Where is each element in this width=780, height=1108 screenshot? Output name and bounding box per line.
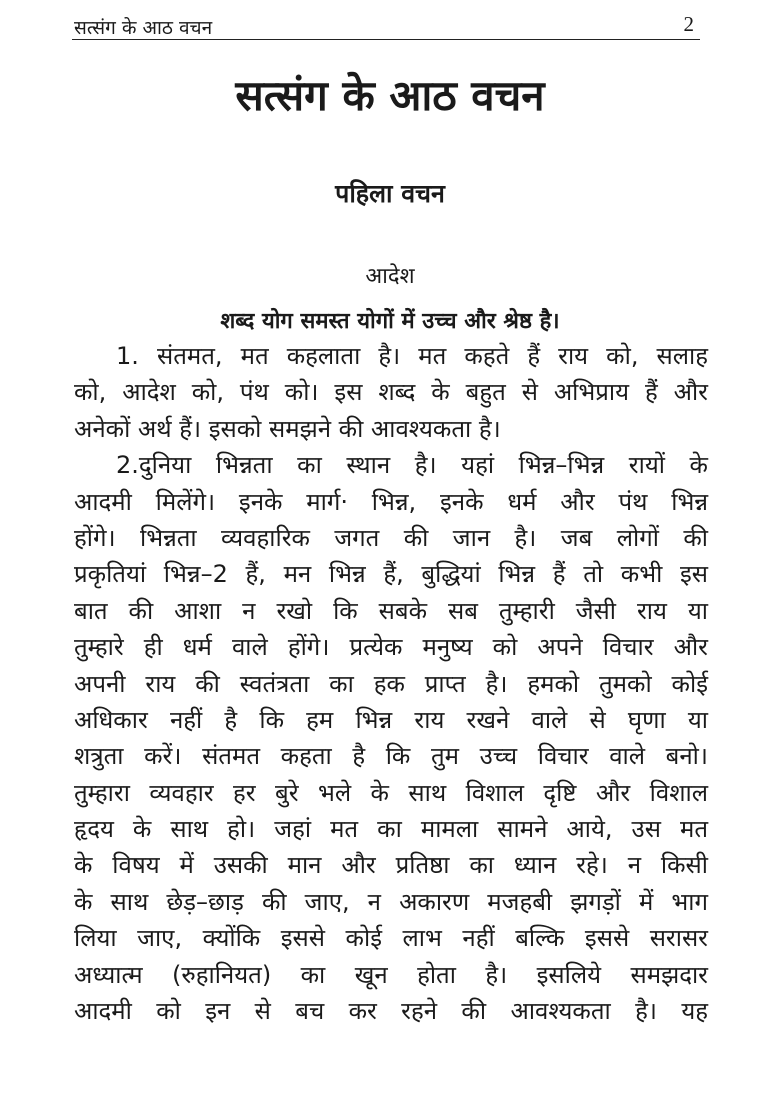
- text-line: अधिकार नहीं है कि हम भिन्न राय रखने वाले से घृणा या: [74, 705, 708, 734]
- text-line: के साथ छेड़–छाड़ की जाए, न अकारण मजहबी झगड़ों में भाग: [74, 887, 708, 916]
- text-line: हृदय के साथ हो। जहां मत का मामला सामने आये, उस मत: [74, 815, 708, 844]
- text-line: 2.दुनिया भिन्नता का स्थान है। यहां भिन्न–भिन्न रायों के: [116, 451, 708, 480]
- text-line: आदमी को इन से बच कर रहने की आवश्यकता है। यह: [74, 997, 708, 1026]
- chapter-heading: पहिला वचन: [335, 179, 445, 208]
- text-line: को, आदेश को, पंथ को। इस शब्द के बहुत से अभिप्राय हैं और: [74, 378, 708, 407]
- text-line: लिया जाए, क्योंकि इससे कोई लाभ नहीं बल्कि इससे सरासर: [74, 924, 708, 953]
- text-line: अनेकों अर्थ हैं। इसको समझने की आवश्यकता है।: [74, 414, 501, 443]
- text-line: के विषय में उसकी मान और प्रतिष्ठा का ध्यान रहे। न किसी: [74, 851, 708, 880]
- text-line: 1. संतमत, मत कहलाता है। मत कहते हैं राय को, सलाह: [116, 342, 708, 370]
- text-line: होंगे। भिन्नता व्यवहारिक जगत की जान है। जब लोगों की: [74, 523, 708, 552]
- text-line: आदमी मिलेंगे। इनके मार्ग· भिन्न, इनके धर्म और पंथ भिन्न: [74, 487, 708, 516]
- text-line: शत्रुता करें। संतमत कहता है कि तुम उच्च विचार वाले बनो।: [74, 742, 708, 771]
- body-text: [74, 338, 708, 1029]
- text-line: तुम्हारे ही धर्म वाले होंगे। प्रत्येक मनुष्य को अपने विचार और: [74, 633, 708, 662]
- page-number: 2: [683, 12, 694, 36]
- page-title: सत्संग के आठ वचन: [235, 71, 545, 120]
- section-label: आदेश: [365, 264, 415, 289]
- text-line: प्रकृतियां भिन्न–2 हैं, मन भिन्न हैं, बुद्धियां भिन्न हैं तो कभी इस: [74, 560, 708, 589]
- text-line: अपनी राय की स्वतंत्रता का हक प्राप्त है। हमको तुमको कोई: [74, 669, 708, 698]
- text-line: तुम्हारा व्यवहार हर बुरे भले के साथ विशाल दृष्टि और विशाल: [74, 778, 708, 807]
- text-line: बात की आशा न रखो कि सबके सब तुम्हारी जैसी राय या: [74, 596, 708, 625]
- text-line: अध्यात्म (रुहानियत) का खून होता है। इसलिये समझदार: [74, 960, 708, 989]
- running-title: सत्संग के आठ वचन: [74, 17, 213, 39]
- running-header: [72, 14, 700, 40]
- section-subtitle: शब्द योग समस्त योगों में उच्च और श्रेष्ठ है।: [220, 309, 560, 334]
